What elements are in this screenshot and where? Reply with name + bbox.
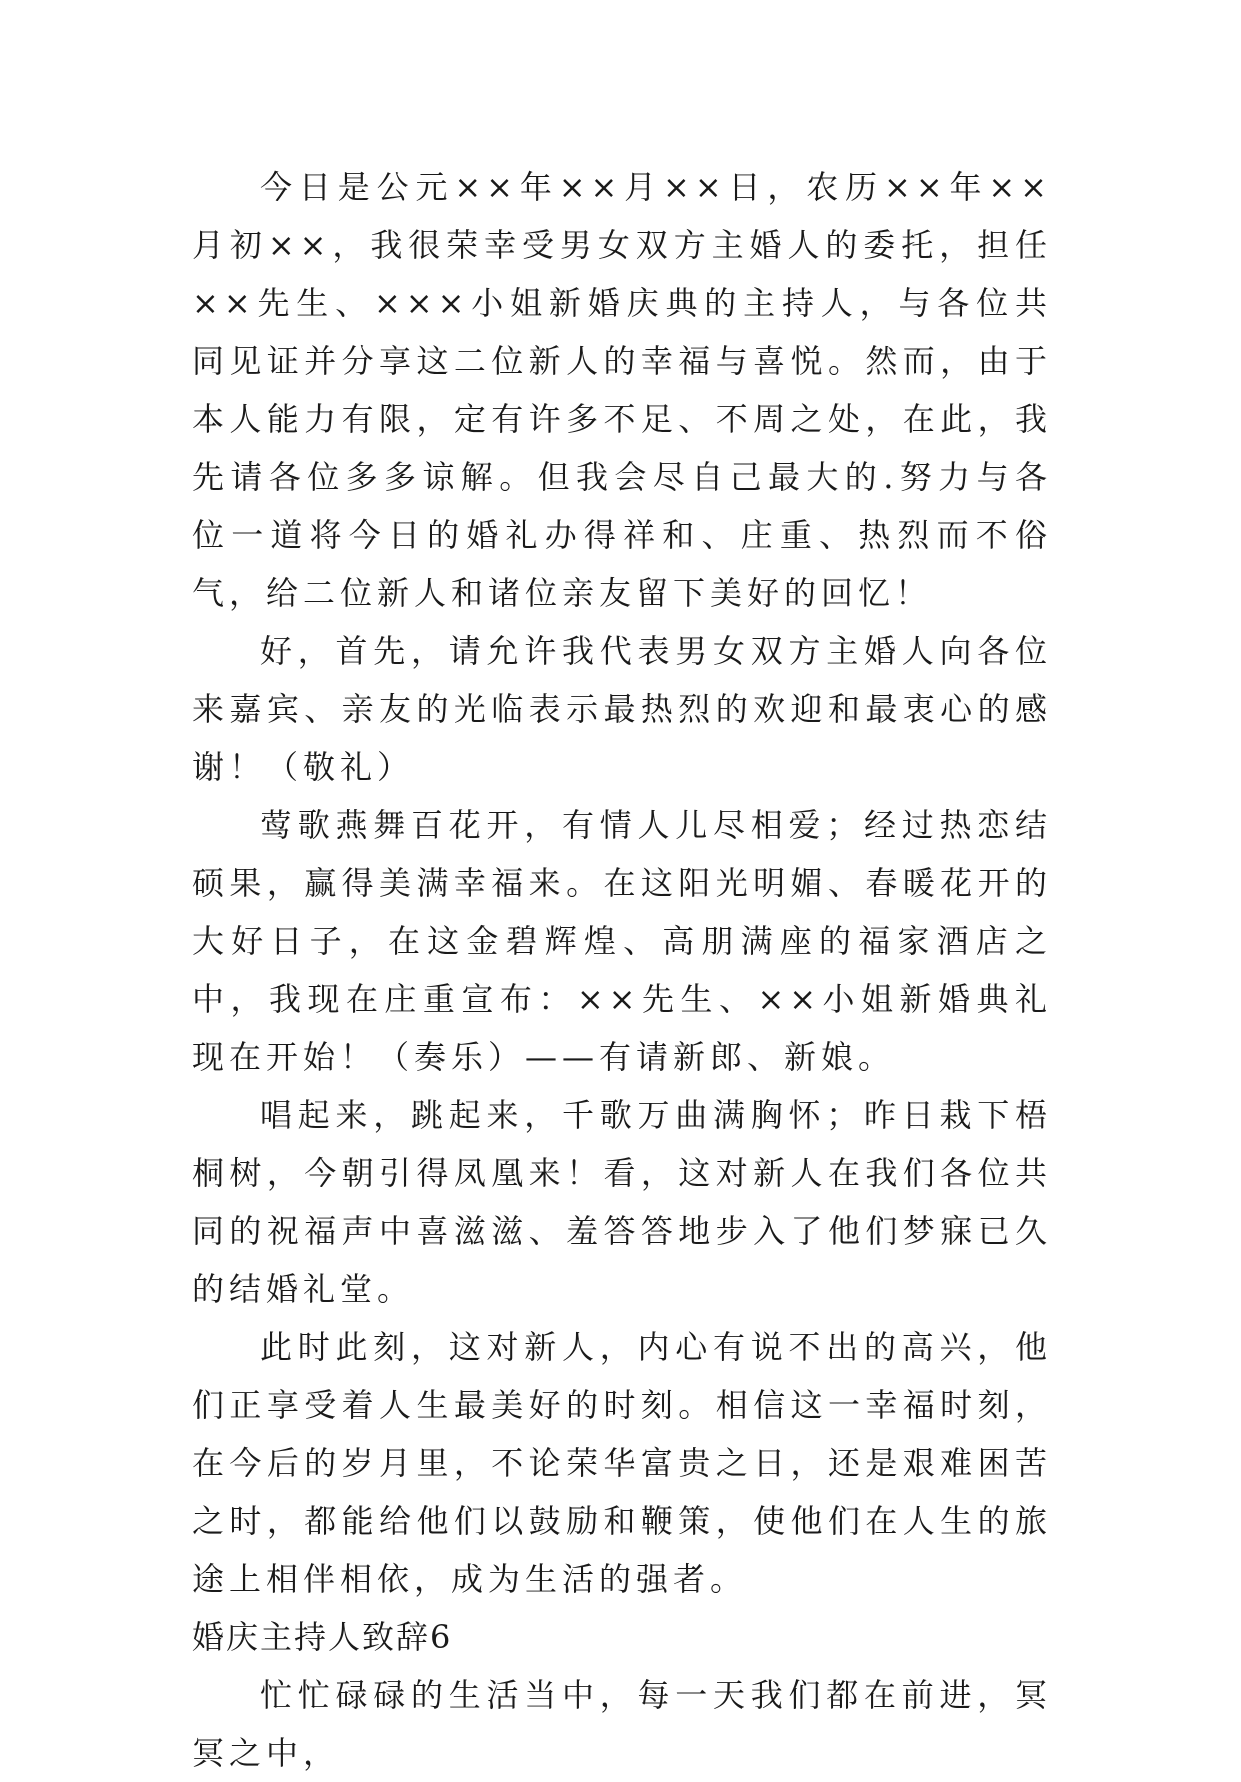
paragraph-ceremony-start: 莺歌燕舞百花开，有情人儿尽相爱；经过热恋结硕果，赢得美满幸福来。在这阳光明媚、春暖花开的大好日子，在这金碧辉煌、高朋满座的福家酒店之中，我现在庄重宣布：××先生、××小姐新婚典礼现在开始！（奏乐）——有请新郎、新娘。 <box>192 806 1052 1076</box>
paragraph-welcome: 好，首先，请允许我代表男女双方主婚人向各位来嘉宾、亲友的光临表示最热烈的欢迎和最衷心的感谢！（敬礼） <box>192 632 1052 786</box>
section-title: 婚庆主持人致辞6 <box>192 1618 453 1656</box>
paragraph-next-section: 忙忙碌碌的生活当中，每一天我们都在前进，冥冥之中， <box>192 1676 1052 1772</box>
document-body <box>192 158 1052 1782</box>
paragraph-blessing: 此时此刻，这对新人，内心有说不出的高兴，他们正享受着人生最美好的时刻。相信这一幸福时刻，在今后的岁月里，不论荣华富贵之日，还是艰难困苦之时，都能给他们以鼓励和鞭策，使他们在人生的旅途上相伴相依，成为生活的强者。 <box>192 1328 1052 1598</box>
paragraph-entrance: 唱起来，跳起来，千歌万曲满胸怀；昨日栽下梧桐树，今朝引得凤凰来！看，这对新人在我们各位共同的祝福声中喜滋滋、羞答答地步入了他们梦寐已久的结婚礼堂。 <box>192 1096 1052 1308</box>
paragraph-opening: 今日是公元××年××月××日，农历××年××月初××，我很荣幸受男女双方主婚人的委托，担任××先生、×××小姐新婚庆典的主持人，与各位共同见证并分享这二位新人的幸福与喜悦。然而，由于本人能力有限，定有许多不足、不周之处，在此，我先请各位多多谅解。但我会尽自己最大的.努力与各位一道将今日的婚礼办得祥和、庄重、热烈而不俗气，给二位新人和诸位亲友留下美好的回忆！ <box>192 168 1052 612</box>
